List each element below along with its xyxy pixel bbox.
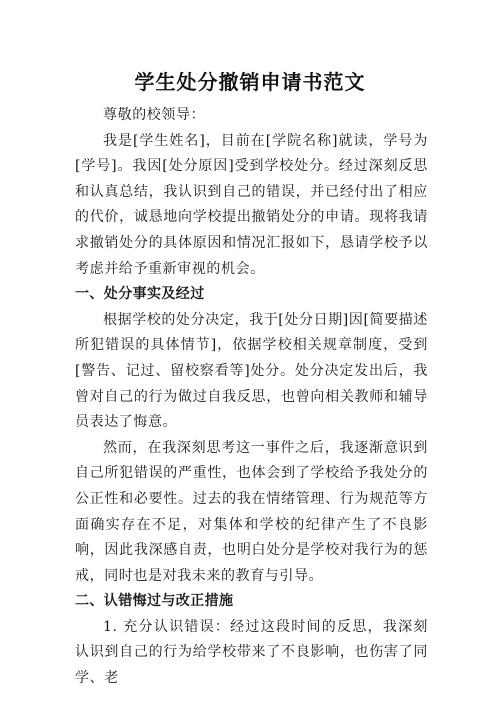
section-heading-repentance: 二、认错悔过与改正措施 [75, 593, 234, 610]
salutation: 尊敬的校领导： [103, 107, 206, 123]
section-heading-facts: 一、处分事实及经过 [75, 286, 205, 303]
document-body [75, 103, 428, 692]
facts-paragraph-1: 根据学校的处分决定，我于[处分日期]因[简要描述所犯错误的具体情节]，依据学校相关规章制度，受到[警告、记过、留校察看等]处分。处分决定发出后，我曾对自己的行为做过自我反思，也曾向相关教师和辅导员表达了悔意。 [75, 311, 428, 431]
facts-paragraph-2: 然而，在我深刻思考这一事件之后，我逐渐意识到自己所犯错误的严重性，也体会到了学校给予我处分的公正性和必要性。过去的我在情绪管理、行为规范等方面确实存在不足，对集体和学校的纪律产生了不良影响，因此我深感自责，也明白处分是学校对我行为的惩戒，同时也是对我未来的教育与引导。 [75, 439, 428, 584]
intro-paragraph: 我是[学生姓名]，目前在[学院名称]就读，学号为[学号]。我因[处分原因]受到学校处分。经过深刻反思和认真总结，我认识到自己的错误，并已经付出了相应的代价，诚恳地向学校提出撤销处分的申请。现将我请求撤销处分的具体原因和情况汇报如下，恳请学校予以考虑并给予重新审视的机会。 [75, 132, 428, 277]
repentance-item-1: 1. 充分认识错误：经过这段时间的反思，我深刻认识到自己的行为给学校带来了不良影响，也伤害了同学、老 [75, 618, 428, 687]
document-title: 学生处分撤销申请书范文 [134, 70, 366, 94]
